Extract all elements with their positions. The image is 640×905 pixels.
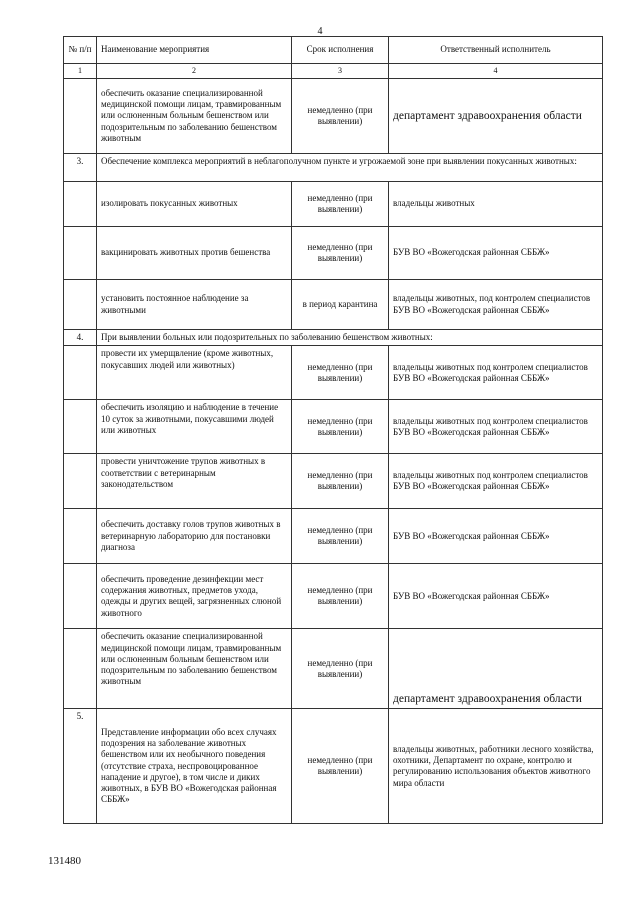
- row-num: [64, 629, 97, 709]
- row-responsible: владельцы животных под контролем специалистов БУВ ВО «Вожегодская районная СББЖ»: [389, 346, 603, 400]
- column-number: 1: [64, 64, 97, 79]
- row-responsible: владельцы животных под контролем специалистов БУВ ВО «Вожегодская районная СББЖ»: [389, 400, 603, 454]
- row-activity: обеспечить оказание специализированной медицинской помощи лицам, травмированным или ослюненным больным бешенством или подозрительным по заболеванию бешенством животным: [97, 79, 292, 154]
- header-responsible: Ответственный исполнитель: [389, 37, 603, 64]
- table-row: [64, 346, 603, 400]
- row-num: [64, 182, 97, 227]
- row-term: немедленно (при выявлении): [292, 629, 389, 709]
- table-row: [64, 280, 603, 330]
- page-number: 4: [317, 26, 323, 37]
- header-term: Срок исполнения: [292, 37, 389, 64]
- column-number: 4: [389, 64, 603, 79]
- row-term: в период карантина: [292, 280, 389, 330]
- row-term: немедленно (при выявлении): [292, 182, 389, 227]
- table-row: [64, 509, 603, 564]
- row-activity: Представление информации обо всех случаях подозрения на заболевание животных бешенством или их необычного поведения (отсутствие страха, неспровоцированное нападение и другое), в том числе и диких животных, в БУВ ВО «Вожегодская районная СББЖ»: [97, 709, 292, 824]
- row-responsible: БУВ ВО «Вожегодская районная СББЖ»: [389, 509, 603, 564]
- row-num: 5.: [64, 709, 97, 824]
- row-responsible: БУВ ВО «Вожегодская районная СББЖ»: [389, 564, 603, 629]
- row-responsible: владельцы животных под контролем специалистов БУВ ВО «Вожегодская районная СББЖ»: [389, 454, 603, 509]
- table-row: [64, 79, 603, 154]
- row-activity: провести их умерщвление (кроме животных, покусавших людей или животных): [97, 346, 292, 400]
- header-num: № п/п: [64, 37, 97, 64]
- table-row: [64, 182, 603, 227]
- row-term: немедленно (при выявлении): [292, 227, 389, 280]
- table-row: [64, 629, 603, 709]
- column-number: 2: [97, 64, 292, 79]
- table-row: [64, 227, 603, 280]
- row-term: немедленно (при выявлении): [292, 454, 389, 509]
- row-activity: провести уничтожение трупов животных в соответствии с ветеринарным законодательством: [97, 454, 292, 509]
- row-num: 3.: [64, 154, 97, 182]
- header-activity: Наименование мероприятия: [97, 37, 292, 64]
- row-term: немедленно (при выявлении): [292, 79, 389, 154]
- section-title: При выявлении больных или подозрительных по заболеванию бешенством животных:: [97, 330, 603, 346]
- section-row: [64, 330, 603, 346]
- measures-table: [63, 36, 603, 824]
- column-number: 3: [292, 64, 389, 79]
- row-activity: обеспечить проведение дезинфекции мест содержания животных, предметов ухода, одежды и других вещей, загрязненных слюной животного: [97, 564, 292, 629]
- row-term: немедленно (при выявлении): [292, 400, 389, 454]
- table-row: [64, 400, 603, 454]
- row-responsible: БУВ ВО «Вожегодская районная СББЖ»: [389, 227, 603, 280]
- row-num: [64, 564, 97, 629]
- row-activity: вакцинировать животных против бешенства: [97, 227, 292, 280]
- row-responsible: владельцы животных, работники лесного хозяйства, охотники, Департамент по охране, контролю и регулированию использования объектов животного мира области: [389, 709, 603, 824]
- row-num: [64, 454, 97, 509]
- row-num: 4.: [64, 330, 97, 346]
- row-term: немедленно (при выявлении): [292, 509, 389, 564]
- row-num: [64, 227, 97, 280]
- row-activity: обеспечить оказание специализированной медицинской помощи лицам, травмированным или ослюненным больным бешенством или подозрительным по заболеванию бешенством животным: [97, 629, 292, 709]
- row-num: [64, 346, 97, 400]
- row-activity: обеспечить изоляцию и наблюдение в течение 10 суток за животными, покусавшими людей или животных: [97, 400, 292, 454]
- table-row: [64, 709, 603, 824]
- column-numbers-row: [64, 64, 603, 79]
- table-row: [64, 454, 603, 509]
- row-activity: установить постоянное наблюдение за животными: [97, 280, 292, 330]
- row-responsible: департамент здравоохранения области: [389, 79, 603, 154]
- row-responsible: департамент здравоохранения области: [389, 629, 603, 709]
- row-term: немедленно (при выявлении): [292, 709, 389, 824]
- row-num: [64, 79, 97, 154]
- footer-code: 131480: [48, 855, 81, 867]
- table-row: [64, 564, 603, 629]
- row-activity: изолировать покусанных животных: [97, 182, 292, 227]
- row-num: [64, 400, 97, 454]
- section-title: Обеспечение комплекса мероприятий в неблагополучном пункте и угрожаемой зоне при выявлении покусанных животных:: [97, 154, 603, 182]
- row-term: немедленно (при выявлении): [292, 564, 389, 629]
- section-row: [64, 154, 603, 182]
- row-responsible: владельцы животных, под контролем специалистов БУВ ВО «Вожегодская районная СББЖ»: [389, 280, 603, 330]
- row-term: немедленно (при выявлении): [292, 346, 389, 400]
- row-num: [64, 280, 97, 330]
- row-num: [64, 509, 97, 564]
- row-responsible: владельцы животных: [389, 182, 603, 227]
- table-header-row: [64, 37, 603, 64]
- row-activity: обеспечить доставку голов трупов животных в ветеринарную лабораторию для постановки диагноза: [97, 509, 292, 564]
